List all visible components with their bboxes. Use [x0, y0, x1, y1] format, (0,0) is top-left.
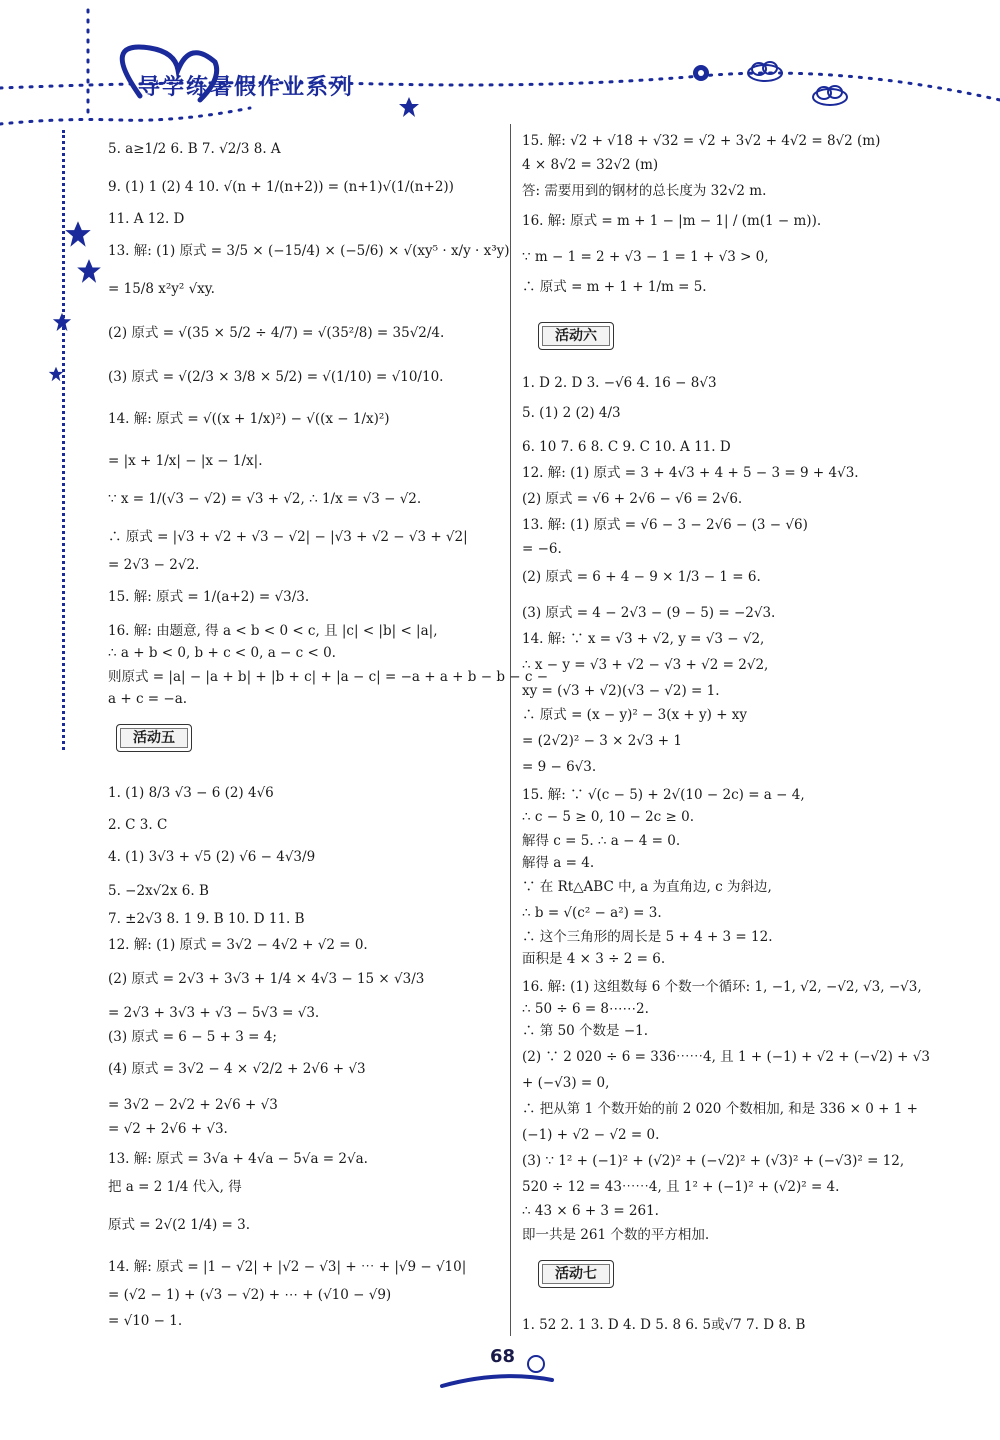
right-line: 15. 解: ∵ √(c − 5) + 2√(10 − 2c) = a − 4,	[522, 787, 805, 803]
right-line: ∴ 原式 = m + 1 + 1/m = 5.	[522, 279, 707, 295]
left-line: ∵ x = 1/(√3 − √2) = √3 + √2, ∴ 1/x = √3 − √2.	[108, 491, 422, 507]
badge-activity-5: 活动五	[116, 724, 192, 752]
cloud-icon	[745, 60, 785, 82]
right-line: 面积是 4 × 3 ÷ 2 = 6.	[522, 951, 666, 967]
badge-activity-7: 活动七	[538, 1260, 614, 1288]
right-line: 14. 解: ∵ x = √3 + √2, y = √3 − √2,	[522, 631, 765, 647]
left-line: = √2 + 2√6 + √3.	[108, 1121, 228, 1137]
right-line: + (−√3) = 0,	[522, 1075, 610, 1091]
left-line: = 3√2 − 2√2 + 2√6 + √3	[108, 1097, 278, 1113]
left-line: 12. 解: (1) 原式 = 3√2 − 4√2 + √2 = 0.	[108, 937, 368, 953]
right-line: (2) ∵ 2 020 ÷ 6 = 336⋯⋯4, 且 1 + (−1) + √2 + (−√2) + √3	[522, 1049, 930, 1065]
right-line: 520 ÷ 12 = 43⋯⋯4, 且 1² + (−1)² + (√2)² = 4.	[522, 1179, 840, 1195]
right-line: = 9 − 6√3.	[522, 759, 597, 775]
right-line: ∴ 原式 = (x − y)² − 3(x + y) + xy	[522, 707, 748, 723]
right-line: 13. 解: (1) 原式 = √6 − 3 − 2√6 − (3 − √6)	[522, 517, 808, 533]
left-line: 原式 = 2√(2 1/4) = 3.	[108, 1217, 251, 1233]
left-line: 15. 解: 原式 = 1/(a+2) = √3/3.	[108, 589, 310, 605]
right-line: ∴ b = √(c² − a²) = 3.	[522, 905, 662, 921]
left-line: 9. (1) 1 (2) 4 10. √(n + 1/(n+2)) = (n+1)√(1/(n+2))	[108, 179, 454, 195]
page-header	[0, 0, 1000, 130]
left-line: 14. 解: 原式 = |1 − √2| + |√2 − √3| + ⋯ + |√9 − √10|	[108, 1259, 467, 1275]
right-line: 答: 需要用到的钢材的总长度为 32√2 m.	[522, 183, 767, 199]
left-line: a + c = −a.	[108, 691, 188, 707]
right-line: 1. 52 2. 1 3. D 4. D 5. 8 6. 5或√7 7. D 8. B	[522, 1317, 806, 1333]
right-line: ∵ m − 1 = 2 + √3 − 1 = 1 + √3 > 0,	[522, 249, 769, 265]
right-line: = −6.	[522, 541, 562, 557]
left-line: = 2√3 − 2√2.	[108, 557, 200, 573]
left-line: (3) 原式 = 6 − 5 + 3 = 4;	[108, 1029, 277, 1045]
star-icon	[76, 258, 102, 284]
right-line: xy = (√3 + √2)(√3 − √2) = 1.	[522, 683, 720, 699]
right-line: ∴ 50 ÷ 6 = 8⋯⋯2.	[522, 1001, 649, 1017]
series-title: 导学练暑假作业系列	[138, 75, 355, 100]
right-line: 1. D 2. D 3. −√6 4. 16 − 8√3	[522, 375, 717, 391]
left-line: = √10 − 1.	[108, 1313, 183, 1329]
star-icon	[64, 220, 92, 248]
left-line: 14. 解: 原式 = √((x + 1/x)²) − √((x − 1/x)²)	[108, 411, 390, 427]
right-line: 4 × 8√2 = 32√2 (m)	[522, 157, 659, 173]
right-line: 12. 解: (1) 原式 = 3 + 4√3 + 4 + 5 − 3 = 9 + 4√3.	[522, 465, 859, 481]
left-line: 13. 解: (1) 原式 = 3/5 × (−15/4) × (−5/6) × √(xy⁵ · x/y · x³y)	[108, 243, 510, 259]
left-line: (2) 原式 = 2√3 + 3√3 + 1/4 × 4√3 − 15 × √3/3	[108, 971, 425, 987]
right-line: (3) ∵ 1² + (−1)² + (√2)² + (−√2)² + (√3)² + (−√3)² = 12,	[522, 1153, 905, 1169]
right-line: 解得 c = 5. ∴ a − 4 = 0.	[522, 833, 681, 849]
page-number: 68	[490, 1346, 516, 1367]
left-line: 4. (1) 3√3 + √5 (2) √6 − 4√3/9	[108, 849, 316, 865]
left-line: ∴ a + b < 0, b + c < 0, a − c < 0.	[108, 645, 336, 661]
star-icon	[52, 312, 72, 332]
right-line: 16. 解: 原式 = m + 1 − |m − 1| / (m(1 − m)).	[522, 213, 822, 229]
badge-activity-6: 活动六	[538, 322, 614, 350]
left-line: 把 a = 2 1/4 代入, 得	[108, 1179, 242, 1195]
left-line: = 15/8 x²y² √xy.	[108, 281, 215, 297]
right-line: 16. 解: (1) 这组数每 6 个数一个循环: 1, −1, √2, −√2, √3, −√3,	[522, 979, 922, 995]
flower-icon	[690, 62, 712, 84]
left-line: 7. ±2√3 8. 1 9. B 10. D 11. B	[108, 911, 305, 927]
left-line: 则原式 = |a| − |a + b| + |b + c| + |a − c| = −a + a + b − b − c −	[108, 669, 549, 685]
star-icon	[398, 96, 420, 118]
right-line: ∴ 第 50 个数是 −1.	[522, 1023, 649, 1039]
right-line: 即一共是 261 个数的平方相加.	[522, 1227, 710, 1243]
right-line: (−1) + √2 − √2 = 0.	[522, 1127, 660, 1143]
left-line: 13. 解: 原式 = 3√a + 4√a − 5√a = 2√a.	[108, 1151, 368, 1167]
left-line: 5. −2x√2x 6. B	[108, 883, 209, 899]
right-line: ∴ 把从第 1 个数开始的前 2 020 个数相加, 和是 336 × 0 + 1 +	[522, 1101, 918, 1117]
left-line: = 2√3 + 3√3 + √3 − 5√3 = √3.	[108, 1005, 320, 1021]
right-line: ∴ 43 × 6 + 3 = 261.	[522, 1203, 659, 1219]
right-line: (2) 原式 = 6 + 4 − 9 × 1/3 − 1 = 6.	[522, 569, 761, 585]
right-line: 15. 解: √2 + √18 + √32 = √2 + 3√2 + 4√2 = 8√2 (m)	[522, 133, 881, 149]
column-divider	[510, 124, 511, 1336]
header-dotted-border	[0, 0, 1000, 130]
right-line: (2) 原式 = √6 + 2√6 − √6 = 2√6.	[522, 491, 743, 507]
left-line: 1. (1) 8/3 √3 − 6 (2) 4√6	[108, 785, 274, 801]
right-line: ∴ x − y = √3 + √2 − √3 + √2 = 2√2,	[522, 657, 769, 673]
right-line: 6. 10 7. 6 8. C 9. C 10. A 11. D	[522, 439, 731, 455]
cloud-icon	[810, 84, 850, 106]
left-line: (4) 原式 = 3√2 − 4 × √2/2 + 2√6 + √3	[108, 1061, 366, 1077]
right-line: ∴ 这个三角形的周长是 5 + 4 + 3 = 12.	[522, 929, 773, 945]
star-icon	[48, 366, 64, 382]
left-line: 11. A 12. D	[108, 211, 185, 227]
right-line: ∴ c − 5 ≥ 0, 10 − 2c ≥ 0.	[522, 809, 694, 825]
right-line: ∵ 在 Rt△ABC 中, a 为直角边, c 为斜边,	[522, 879, 772, 895]
right-line: 5. (1) 2 (2) 4/3	[522, 405, 621, 421]
right-line: 解得 a = 4.	[522, 855, 595, 871]
left-line: = (√2 − 1) + (√3 − √2) + ⋯ + (√10 − √9)	[108, 1287, 392, 1303]
left-line: = |x + 1/x| − |x − 1/x|.	[108, 453, 263, 469]
left-line: 2. C 3. C	[108, 817, 168, 833]
left-line: ∴ 原式 = |√3 + √2 + √3 − √2| − |√3 + √2 − √3 + √2|	[108, 529, 468, 545]
left-line: 16. 解: 由题意, 得 a < b < 0 < c, 且 |c| < |b| < |a|,	[108, 623, 438, 639]
right-line: = (2√2)² − 3 × 2√3 + 1	[522, 733, 682, 749]
right-line: (3) 原式 = 4 − 2√3 − (9 − 5) = −2√3.	[522, 605, 776, 621]
left-line: 5. a≥1/2 6. B 7. √2/3 8. A	[108, 141, 281, 157]
left-line: (2) 原式 = √(35 × 5/2 ÷ 4/7) = √(35²/8) = 35√2/4.	[108, 325, 445, 341]
left-line: (3) 原式 = √(2/3 × 3/8 × 5/2) = √(1/10) = √10/10.	[108, 369, 444, 385]
